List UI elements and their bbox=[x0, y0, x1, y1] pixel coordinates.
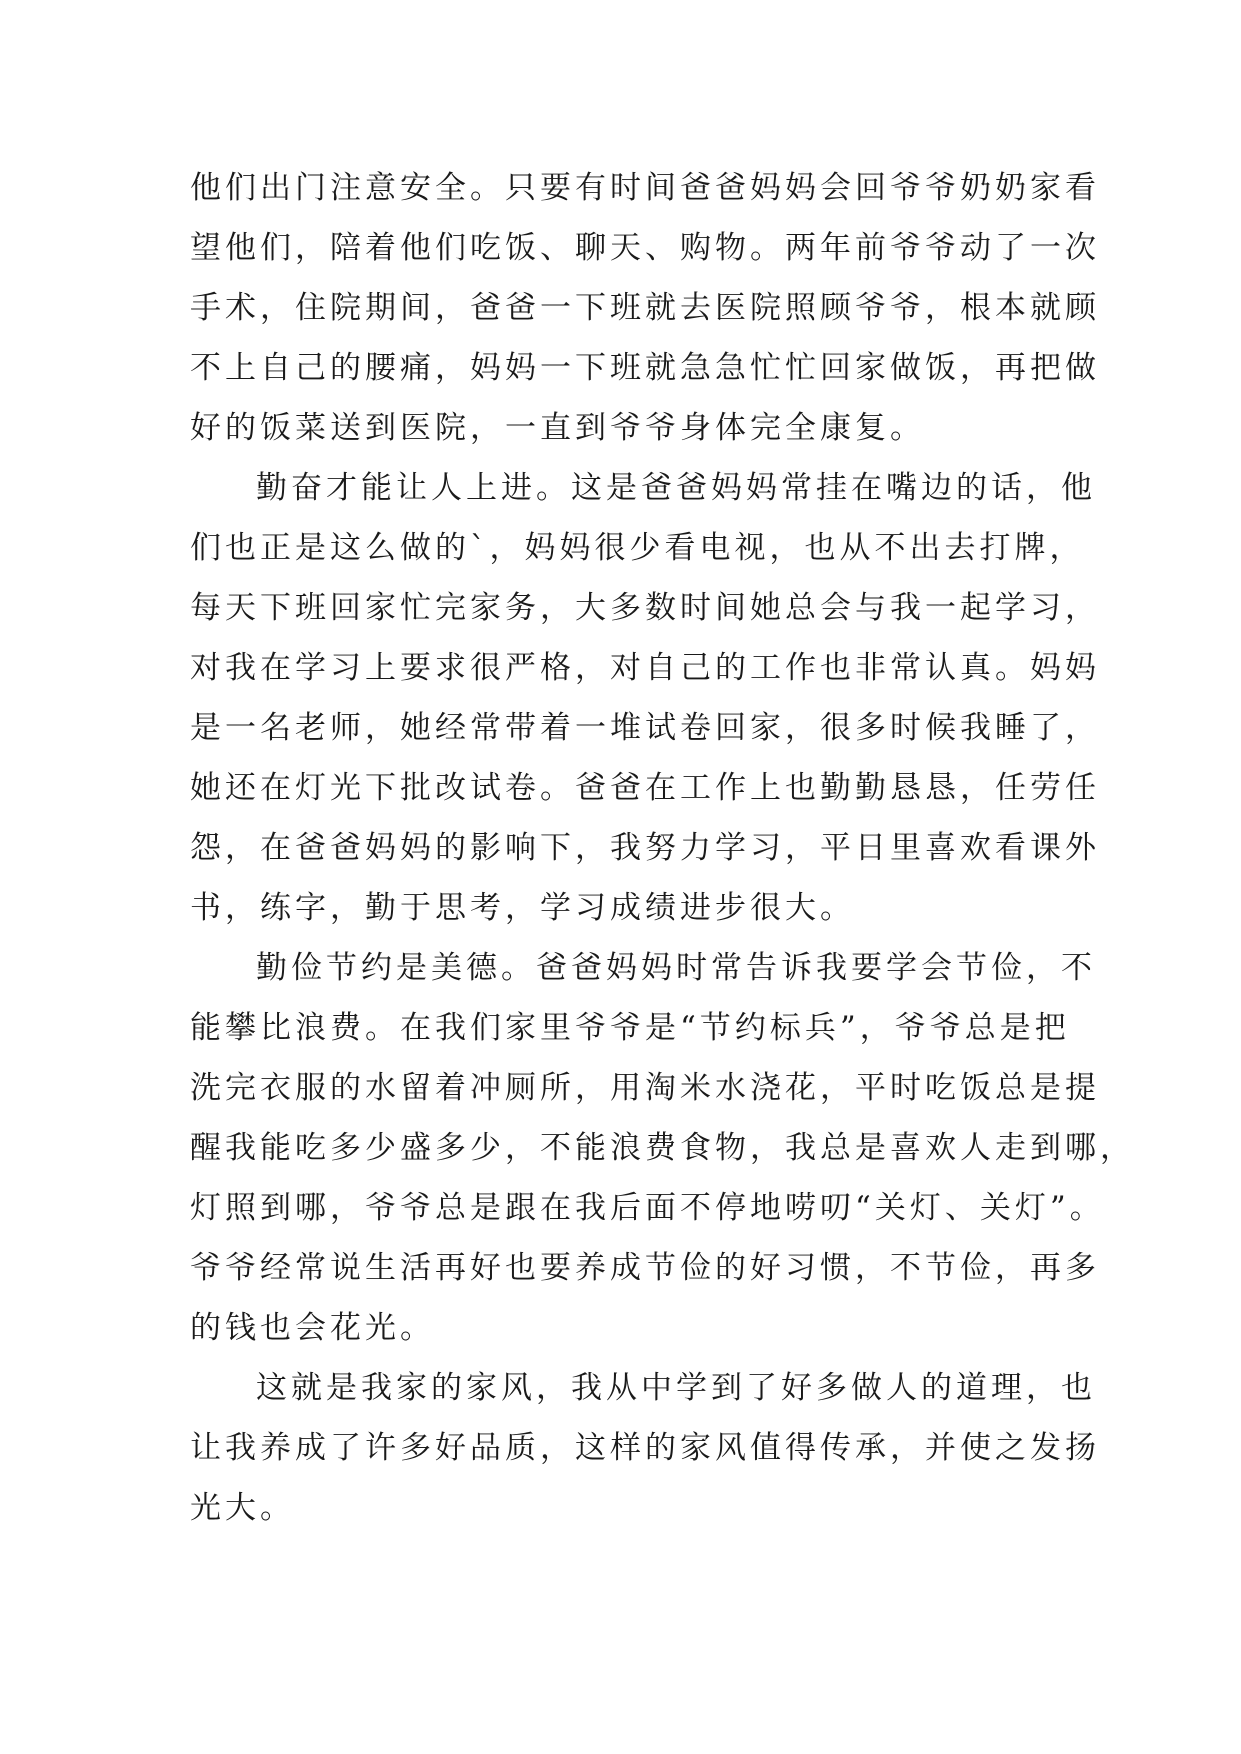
text-line: 让我养成了许多好品质，这样的家风值得传承，并使之发扬 bbox=[190, 1430, 1100, 1466]
paragraph-1 bbox=[190, 158, 1100, 458]
document-body bbox=[190, 158, 1135, 1538]
text-line: 不上自己的腰痛，妈妈一下班就急急忙忙回家做饭，再把做 bbox=[190, 350, 1100, 386]
text-line: 她还在灯光下批改试卷。爸爸在工作上也勤勤恳恳，任劳任 bbox=[190, 770, 1100, 806]
text-line: 好的饭菜送到医院，一直到爷爷身体完全康复。 bbox=[190, 410, 925, 446]
paragraph-2 bbox=[190, 458, 1100, 938]
text-line: 能攀比浪费。在我们家里爷爷是“节约标兵”，爷爷总是把 bbox=[190, 1010, 1070, 1046]
text-line: 这就是我家的家风，我从中学到了好多做人的道理，也 bbox=[256, 1370, 1096, 1406]
text-line: 们也正是这么做的`，妈妈很少看电视，也从不出去打牌， bbox=[190, 530, 1085, 566]
text-line: 光大。 bbox=[190, 1490, 295, 1526]
text-line: 醒我能吃多少盛多少，不能浪费食物，我总是喜欢人走到哪， bbox=[190, 1130, 1135, 1166]
text-line: 洗完衣服的水留着冲厕所，用淘米水浇花，平时吃饭总是提 bbox=[190, 1070, 1100, 1106]
text-line: 怨，在爸爸妈妈的影响下，我努力学习，平日里喜欢看课外 bbox=[190, 830, 1100, 866]
text-line: 勤奋才能让人上进。这是爸爸妈妈常挂在嘴边的话，他 bbox=[256, 470, 1096, 506]
text-line: 是一名老师，她经常带着一堆试卷回家，很多时候我睡了， bbox=[190, 710, 1100, 746]
text-line: 的钱也会花光。 bbox=[190, 1310, 435, 1346]
text-line: 他们出门注意安全。只要有时间爸爸妈妈会回爷爷奶奶家看 bbox=[190, 170, 1100, 206]
text-line: 手术，住院期间，爸爸一下班就去医院照顾爷爷，根本就顾 bbox=[190, 290, 1100, 326]
text-line: 对我在学习上要求很严格，对自己的工作也非常认真。妈妈 bbox=[190, 650, 1100, 686]
paragraph-4 bbox=[190, 1358, 1100, 1538]
text-line: 书，练字，勤于思考，学习成绩进步很大。 bbox=[190, 890, 855, 926]
text-line: 勤俭节约是美德。爸爸妈妈时常告诉我要学会节俭，不 bbox=[256, 950, 1096, 986]
text-line: 灯照到哪，爷爷总是跟在我后面不停地唠叨“关灯、关灯”。 bbox=[190, 1190, 1105, 1226]
text-line: 爷爷经常说生活再好也要养成节俭的好习惯，不节俭，再多 bbox=[190, 1250, 1100, 1286]
text-line: 望他们，陪着他们吃饭、聊天、购物。两年前爷爷动了一次 bbox=[190, 230, 1100, 266]
text-line: 每天下班回家忙完家务，大多数时间她总会与我一起学习， bbox=[190, 590, 1100, 626]
paragraph-3 bbox=[190, 938, 1135, 1358]
